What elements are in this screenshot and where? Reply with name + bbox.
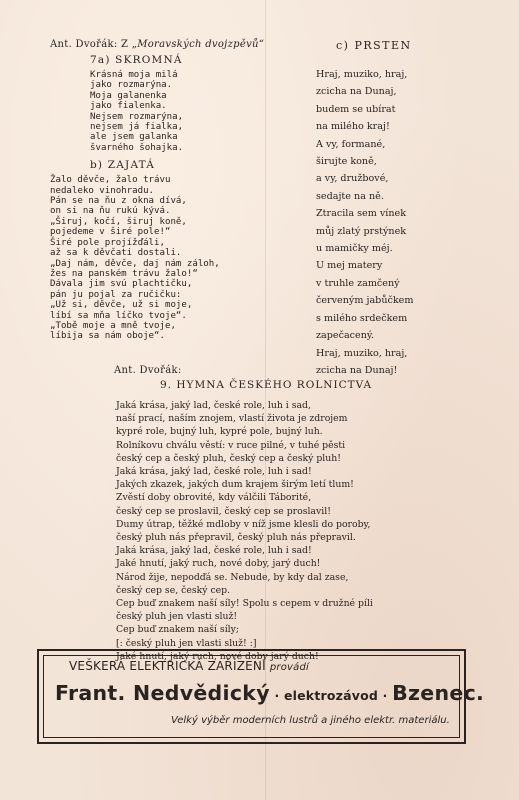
composer-work: „Moravských dvojzpěvů“: [131, 39, 265, 50]
poem-line: Moja galanenka: [90, 90, 167, 101]
poem-line: „Daj nám, děvče, daj nám záloh,: [50, 258, 220, 269]
poem-line: nedaleko vinohradu.: [50, 185, 155, 196]
anthem-line: Národ žije, nepodďá se. Nebude, by kdy dal zase,: [116, 571, 349, 583]
poem-line: s milého srdečkem: [316, 312, 408, 324]
anthem-line: Jaká krása, jaký lad, české role, luh i sad!: [116, 466, 312, 478]
poem-line: pán ju pojal za ručičku:: [50, 289, 182, 300]
poem-line: v truhle zamčený: [316, 277, 400, 289]
right-column: [316, 39, 491, 379]
poem-line: jako rozmarýna.: [90, 80, 173, 91]
poem-line: zcicha na Dunaj!: [316, 364, 398, 376]
poem-line: širujte koně,: [316, 156, 377, 168]
anthem-line: Jakých zkazek, jakých dum krajem širým letí tlum!: [116, 479, 354, 491]
poem-line: „Širuj, kočí, širuj koně,: [50, 216, 187, 227]
poem-line: zapečacený.: [316, 330, 375, 342]
poem-line: „Už si, děvče, už si moje,: [50, 300, 193, 311]
poem-line: líbija sa nám oboje“.: [50, 331, 165, 342]
anthem-line: Cep buď znakem naší síly;: [116, 624, 240, 636]
anthem-line: Zvěstí doby obrovité, kdy válčili Táborité,: [116, 492, 312, 504]
anthem-line: Jaká krása, jaký lad, české role, luh i sad!: [116, 545, 312, 557]
poem-line: Nejsem rozmarýna,: [90, 111, 184, 122]
ad-company: [55, 681, 484, 705]
poem-line: U mej matery: [316, 260, 383, 272]
poem-line: Hraj, muziko, hraj,: [316, 69, 408, 80]
ad-headline-verb: provádí: [269, 662, 309, 673]
poem-line: pojedeme v širé pole!“: [50, 227, 171, 238]
anthem-line: Rolníkovu chválu věstí: v ruce pilné, v tuhé pěsti: [116, 439, 346, 451]
anthem-line: kypré role, bujný luh, kypré pole, bujný luh.: [116, 426, 323, 438]
ad-separator: ·: [378, 688, 393, 703]
poem-line: švarného šohajka.: [90, 142, 184, 153]
anthem-line: Dumy útrap, těžké mdloby v níž jsme klesli do poroby,: [116, 518, 371, 530]
anthem-line: naší prací, naším znojem, vlastí života je zdrojem: [116, 413, 348, 425]
ad-headline: [69, 659, 309, 673]
poem-line: ale jsem galanka: [90, 132, 178, 143]
composer-name: Ant. Dvořák: Z: [50, 39, 129, 50]
poem-line: sedajte na ně.: [316, 190, 384, 202]
poem-line: Ztracila sem vínek: [316, 208, 407, 220]
poem-line: Krásná moja milá: [90, 70, 178, 80]
poem-line: nejsem já fialka,: [90, 122, 184, 133]
poem-line: Širé pole projížďáli,: [50, 237, 165, 248]
ad-separator: ·: [269, 688, 284, 703]
anthem-line: Jaká krása, jaký lad, české role, luh i sad,: [116, 400, 311, 411]
poem-line: budem se ubírat: [316, 103, 396, 115]
poem-line: líbí sa mňa líčko tvoje“.: [50, 310, 187, 321]
poem-zajata: [50, 175, 260, 342]
poem-line: Pán se na ňu z okna dívá,: [50, 196, 187, 207]
anthem-line: [: český pluh jen vlasti služ! :]: [116, 637, 257, 649]
ad-business-type: elektrozávod: [283, 688, 379, 703]
anthem-line: český cep a český pluh, český cep a český pluh!: [116, 452, 341, 464]
poem-line: A vy, formané,: [316, 138, 386, 150]
poem-line: a vy, družbové,: [316, 173, 389, 185]
anthem-line: Jaké hnutí, jaký ruch, nové doby, jarý duch!: [116, 558, 321, 570]
anthem-line: český pluh nás přepravil, český pluh nás přepravil.: [116, 532, 356, 544]
ad-company-name: Frant. Nedvědický: [55, 681, 270, 705]
anthem-line: český pluh jen vlasti služ!: [116, 611, 238, 623]
anthem-title: 9. HYMNA ČESKÉHO ROLNICTVA: [160, 379, 373, 391]
prsten-title: c) PRSTEN: [336, 39, 412, 52]
poem-line: „Tobě moje a mně tvoje,: [50, 320, 176, 331]
poem-line: žes na panském trávu žalo!“: [50, 268, 198, 279]
ad-town: Bzenec.: [392, 681, 485, 705]
poem-line: on si na ňu rukú kývá.: [50, 206, 171, 217]
poem-line: Žalo děvče, žalo trávu: [50, 175, 171, 186]
poem-line: u mamičky méj.: [316, 243, 393, 255]
anthem-line: Cep buď znakem naší síly! Spolu s cepem v družné píli: [116, 598, 373, 610]
poem-line: červeným jabůčkem: [316, 295, 414, 307]
anthem-line: český cep se proslavil, český cep se proslavil!: [116, 505, 331, 517]
poem-skromna: [90, 70, 260, 153]
anthem-composer: Ant. Dvořák:: [114, 365, 182, 376]
advertisement-box: [37, 649, 485, 744]
ad-headline-text: VEŠKERÁ ELEKTRICKÁ ZAŘÍZENÍ: [69, 659, 266, 673]
anthem-text: [116, 399, 446, 663]
section-a-title: 7a) SKROMNÁ: [90, 54, 183, 66]
poem-prsten: [316, 66, 491, 379]
poem-line: Dávala jim svú plachtičku,: [50, 279, 193, 290]
composer-heading: [50, 39, 265, 50]
poem-line: na milého kraj!: [316, 121, 390, 133]
poem-line: jako fialenka.: [90, 101, 167, 112]
ad-tagline: Velký výběr moderních lustrů a jiného elektr. materiálu.: [171, 715, 450, 726]
left-column: [50, 39, 265, 342]
poem-line: až sa k děvčati dostali.: [50, 248, 182, 259]
poem-line: můj zlatý prstýnek: [316, 225, 407, 237]
section-b-title: b) ZAJATÁ: [90, 159, 156, 172]
poem-line: zcicha na Dunaj,: [316, 86, 397, 98]
anthem-line: Jaké hnutí, jaký ruch, nové doby jarý duch!: [116, 650, 319, 662]
anthem-line: český cep se, český cep.: [116, 584, 231, 596]
poem-line: Hraj, muziko, hraj,: [316, 347, 408, 359]
